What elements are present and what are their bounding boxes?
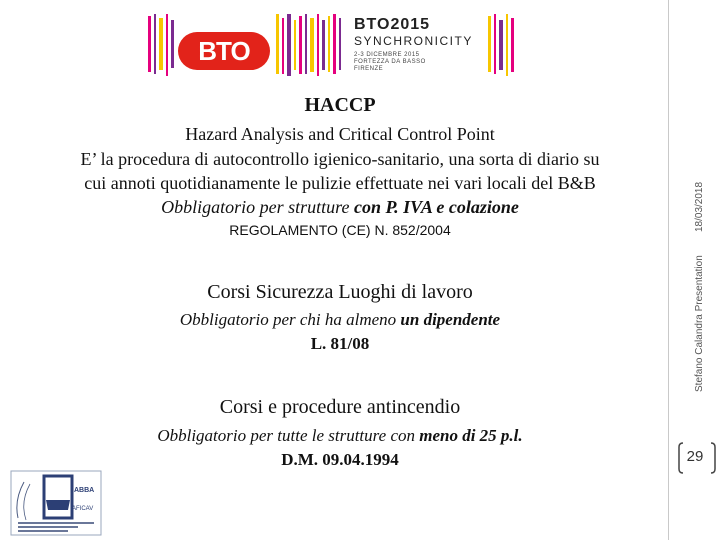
sicurezza-obligation xyxy=(30,310,650,330)
haccp-obligation xyxy=(30,196,650,218)
event-date: 2-3 DICEMBRE 2015 xyxy=(354,52,420,58)
sicurezza-obligation-bold: un dipendente xyxy=(400,310,501,329)
sicurezza-title: Corsi Sicurezza Luoghi di lavoro xyxy=(207,281,473,303)
sidebar-date: 18/03/2018 xyxy=(694,181,705,232)
bto-logo xyxy=(178,32,270,70)
bto-logo-text: BTO xyxy=(198,36,250,66)
haccp-regulation: REGOLAMENTO (CE) N. 852/2004 xyxy=(229,222,451,238)
haccp-subtitle: Hazard Analysis and Critical Control Point xyxy=(185,124,495,144)
association-stamp-logo xyxy=(10,470,102,536)
stamp-text-aficav: AFICAV xyxy=(72,506,94,512)
page-number: 29 xyxy=(686,448,704,465)
haccp-desc-line2: cui annoti quotidianamente le pulizie effettuate nei vari locali del B&B xyxy=(84,173,596,193)
event-venue: FORTEZZA DA BASSO xyxy=(354,59,426,65)
sidebar-author: Stefano Calandra Presentation xyxy=(694,255,705,392)
event-city: FIRENZE xyxy=(354,66,384,72)
stamp-text-abba: ABBA xyxy=(74,487,95,494)
haccp-obligation-prefix: Obbligatorio per strutture xyxy=(161,197,354,217)
antincendio-title: Corsi e procedure antincendio xyxy=(219,396,461,418)
haccp-title: HACCP xyxy=(304,94,376,116)
event-subtitle: SYNCHRONICITY xyxy=(354,34,473,48)
sicurezza-obligation-prefix: Obbligatorio per chi ha almeno xyxy=(179,310,401,329)
haccp-desc-line1: E’ la procedura di autocontrollo igienico-sanitario, una sorta di diario su xyxy=(80,149,600,169)
haccp-obligation-bold: con P. IVA e colazione xyxy=(353,197,519,217)
antincendio-obligation-bold: meno di 25 p.l. xyxy=(419,426,523,445)
antincendio-decree: D.M. 09.04.1994 xyxy=(281,450,399,469)
event-banner xyxy=(148,14,514,78)
sicurezza-law: L. 81/08 xyxy=(310,334,370,353)
event-title: BTO2015 xyxy=(354,16,431,33)
antincendio-obligation xyxy=(30,426,650,446)
antincendio-obligation-prefix: Obbligatorio per tutte le strutture con xyxy=(157,426,420,445)
